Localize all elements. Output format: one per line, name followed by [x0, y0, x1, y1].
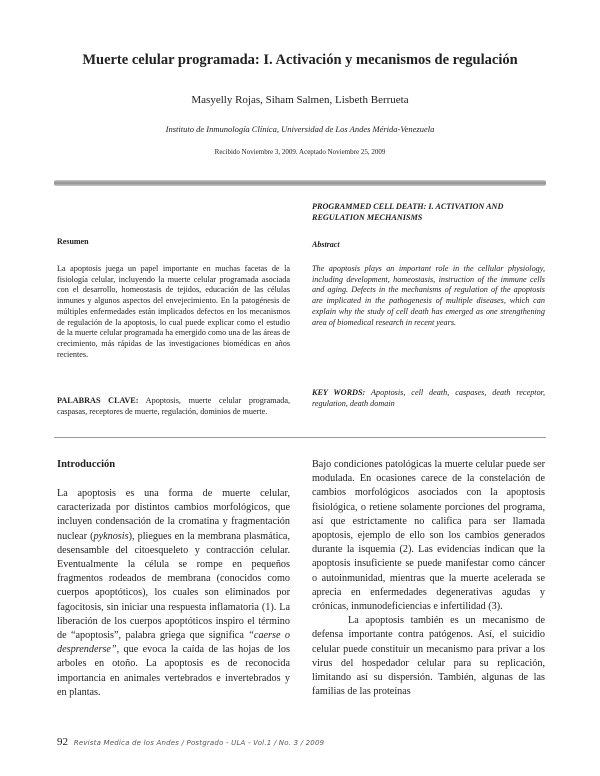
journal-citation: Revista Medica de los Andes / Postgrado - ULA - Vol.1 / No. 3 / 2009	[73, 739, 325, 747]
intro-paragraph-part1: La apoptosis es una forma de muerte celular, caracterizada por distintos cambios morfológicos, que incluyen condensación de la cromatina y fragmentación nuclear (	[57, 488, 290, 542]
section-divider	[54, 437, 546, 438]
body-column-left	[57, 487, 290, 700]
resumen-text: La apoptosis juega un papel importante en muchas facetas de la fisiología celular, incluyendo la muerte celular programada asociada con el desarrollo, homeostasis de tejidos, educación de las células inmunes y algunos aspectos del envejecimiento. En la patogénesis de múltiples enfermedades están implicados defectos en los mecanismos de regulación de la apoptosis, lo cual puede explicar como el estudio de la muerte celular programada ha emergido como una de las áreas de crecimiento, más rápidas de las investigaciones biomédicas en años recientes.	[57, 264, 290, 359]
english-title: PROGRAMMED CELL DEATH: I. ACTIVATION AND REGULATION MECHANISMS	[312, 202, 504, 222]
key-words	[312, 388, 545, 409]
palabras-clave	[57, 396, 290, 417]
received-accepted-dates: Recibido Noviembre 3, 2009. Aceptado Noviembre 25, 2009	[214, 148, 386, 156]
intro-paragraph-part3: , que evoca la caída de las hojas de los arboles en otoño. La apoptosis es de reconocida importancia en animales vertebrados e invertebrados y en plantas.	[57, 644, 290, 698]
page-number: 92	[57, 736, 68, 748]
page-footer	[57, 736, 324, 748]
header-divider	[54, 180, 546, 186]
intro-paragraph-part2: ), pliegues en la membrana plasmática, desensamble del citoesqueleto y contracción celular. Eventualmente la célula se rompe en pequeños fragmentos rodeados de membrana (conocidos como cuerpos apoptóticos), los cuales son eliminados por fagocitosis, sin iniciar una respuesta inflamatoria (1). La liberación de los cuerpos apoptóticos inspiro el término de “apoptosis”, palabra griega que significa	[57, 530, 290, 642]
right-paragraph-1: Bajo condiciones patológicas la muerte celular puede ser modulada. En ocasiones carece de la constelación de cambios morfológicos asociados con la apoptosis fisiológica, o retiene solamente porciones del programa, así que estrictamente no califica para ser llamada apoptosis, ejemplo de ello son los cambios generados durante la isquemia (2). Las evidencias indican que la apoptosis insuficiente se puede manifestar como cáncer o autoinmunidad, mientras que la muerte acelerada se aprecia en enfermedades degenerativas agudas y crónicas, inmunodeficiencias e infertilidad (3).	[312, 459, 545, 613]
pyknosis-term: pyknosis	[93, 530, 129, 542]
article-title: Muerte celular programada: I. Activación y mecanismos de regulación	[82, 52, 518, 68]
right-paragraph-2: La apoptosis también es un mecanismo de defensa importante contra patógenos. Así, el suicidio celular puede constituir un mecanismo para privar a los virus del hospedador celular para su replicación, limitando así su dispersión. También, algunas de las familias de las proteínas	[312, 615, 545, 698]
author-list: Masyelly Rojas, Siham Salmen, Lisbeth Berrueta	[191, 94, 409, 106]
affiliation: Instituto de Inmunología Clínica, Universidad de Los Andes Mérida-Venezuela	[165, 124, 435, 134]
caerse-term: “caerse o desprenderse”	[57, 630, 290, 656]
palabras-clave-label: PALABRAS CLAVE:	[57, 396, 139, 405]
abstract-text: The apoptosis plays an important role in the cellular physiology, including development, homeostasis, instruction of the immune cells and aging. Defects in the mechanisms of regulation of the apoptosis are implicated in the pathogenesis of multiple diseases, which can explain why the study of cell death has emerged as one strengthening area of biomedical research in recent years.	[312, 264, 545, 327]
resumen-heading: Resumen	[57, 237, 89, 246]
key-words-label: KEY WORDS:	[312, 388, 366, 397]
palabras-clave-list: Apoptosis, muerte celular programada, caspasas, receptores de muerte, regulación, dominios de muerte.	[57, 396, 291, 416]
key-words-list: Apoptosis, cell death, caspases, death receptor, regulation, death domain	[312, 388, 545, 408]
abstract-heading: Abstract	[312, 240, 340, 249]
body-column-right	[312, 458, 545, 699]
introduccion-heading: Introducción	[57, 459, 116, 470]
